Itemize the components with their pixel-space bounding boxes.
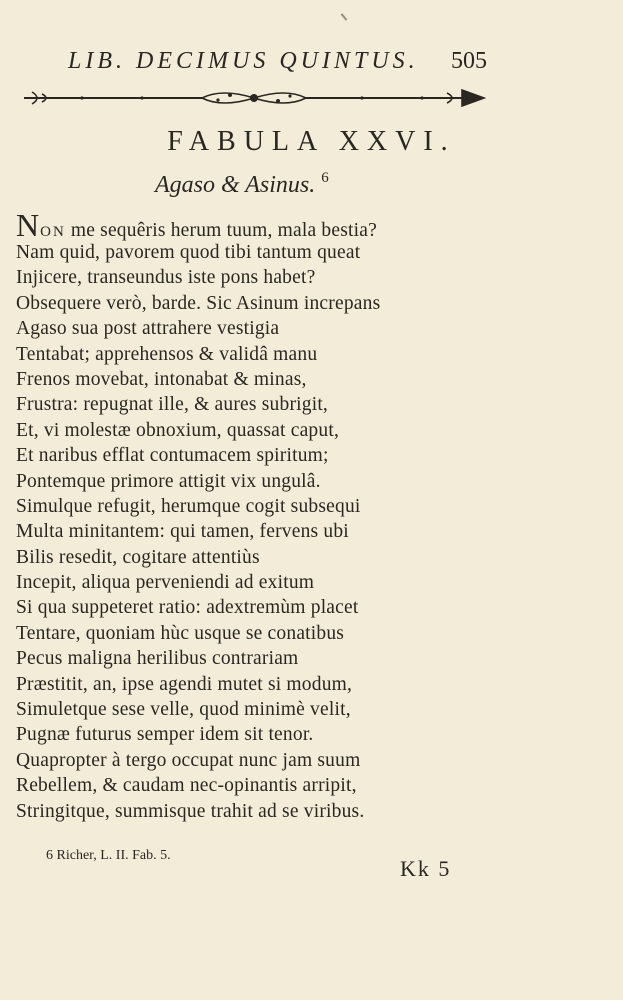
verse-line-first (16, 207, 436, 243)
verse-line: Tentare, quoniam hùc usque se conatibus (16, 622, 345, 644)
verse-line: Agaso sua post attrahere vestigia (16, 318, 280, 340)
fable-title: FABULA XXVI. (167, 126, 456, 157)
verse-line: Pugnæ futurus semper idem sit tenor. (16, 724, 314, 746)
running-head: LIB. DECIMUS QUINTUS. (68, 48, 419, 74)
verse-line: Bilis resedit, cogitare attentiùs (16, 546, 260, 568)
subtitle-text: Agaso & Asinus. (155, 172, 316, 198)
signature-mark: Kk 5 (400, 856, 452, 881)
verse-line: Frenos movebat, intonabat & minas, (16, 368, 307, 390)
small-caps: ON (40, 224, 66, 240)
verse-line: Quapropter à tergo occupat nunc jam suum (16, 749, 361, 771)
drop-capital: N (16, 207, 41, 243)
ornament-divider (22, 86, 486, 110)
verse-line: Rebellem, & caudam nec-opinantis arripit, (16, 775, 357, 797)
footnote-ref: 6 (321, 170, 329, 186)
fable-subtitle (155, 170, 329, 199)
verse-line: Simulque refugit, herumque cogit subsequi (16, 495, 361, 517)
verse-line: Si qua suppeteret ratio: adextremùm placet (16, 597, 359, 619)
stray-mark (341, 13, 348, 20)
verse-line: Injicere, transeundus iste pons habet? (16, 267, 316, 289)
verse-line: Tentabat; apprehensos & validâ manu (16, 343, 318, 365)
verse-line: Incepit, aliqua perveniendi ad exitum (16, 572, 315, 594)
verse-line: Obsequere verò, barde. Sic Asinum increpans (16, 292, 381, 314)
verse-line: Et, vi molestæ obnoxium, quassat caput, (16, 419, 340, 441)
verse-line: Nam quid, pavorem quod tibi tantum queat (16, 242, 361, 263)
verse-line: Et naribus efflat contumacem spiritum; (16, 445, 329, 467)
verse-line: Frustra: repugnat ille, & aures subrigit, (16, 394, 329, 416)
verse-line: Stringitque, summisque trahit ad se viribus. (16, 800, 365, 822)
verse-block (16, 207, 436, 824)
page-number: 505 (451, 48, 487, 74)
verse-line: Pecus maligna herilibus contrariam (16, 648, 299, 670)
verse-line: Præstitit, an, ipse agendi mutet si modum, (16, 673, 353, 695)
verse-line: Multa minitantem: qui tamen, fervens ubi (16, 521, 349, 543)
verse-line: Simuletque sese velle, quod minimè velit, (16, 699, 351, 721)
first-line-text: me sequêris herum tuum, mala bestia? (65, 220, 377, 241)
footnote: 6 Richer, L. II. Fab. 5. (46, 848, 171, 863)
verse-line: Pontemque primore attigit vix ungulâ. (16, 470, 321, 492)
